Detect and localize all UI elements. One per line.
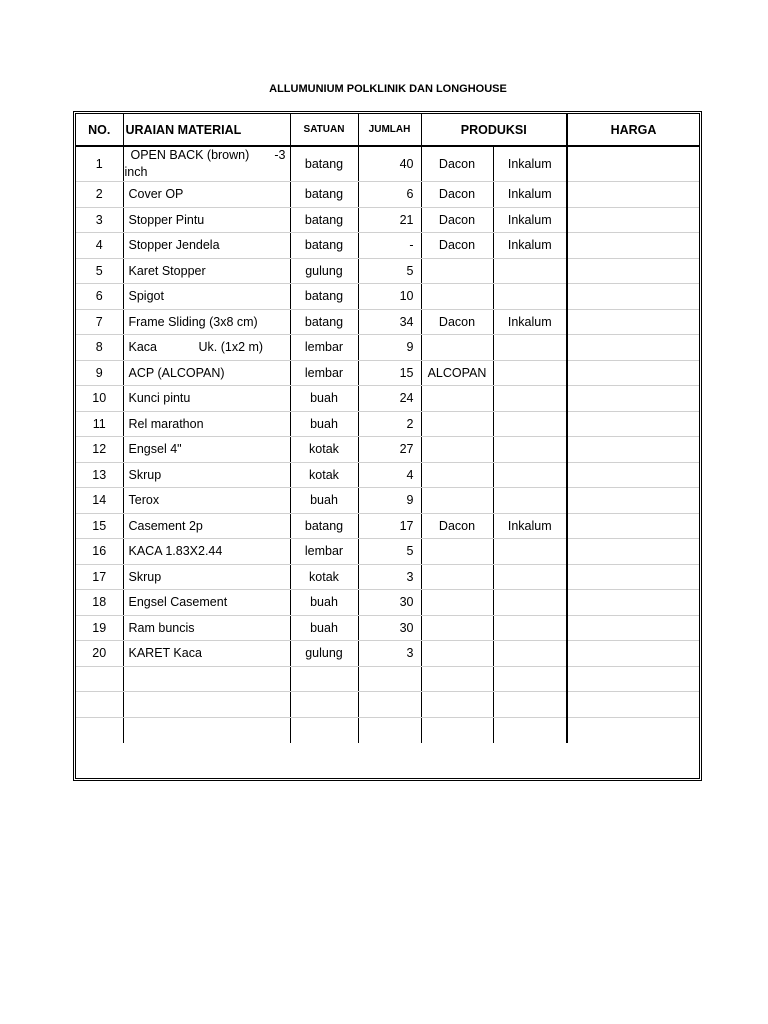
empty-cell — [76, 666, 123, 692]
cell-no: 2 — [76, 182, 123, 208]
empty-cell — [567, 692, 699, 718]
cell-produksi-1: ALCOPAN — [421, 360, 493, 386]
cell-jumlah: 27 — [358, 437, 421, 463]
empty-cell — [123, 717, 290, 743]
cell-jumlah: 6 — [358, 182, 421, 208]
cell-jumlah: 3 — [358, 564, 421, 590]
material-table-frame — [73, 111, 702, 781]
empty-cell — [290, 692, 358, 718]
cell-satuan: lembar — [290, 335, 358, 361]
cell-no: 1 — [76, 146, 123, 182]
cell-produksi-2: Inkalum — [493, 513, 567, 539]
cell-jumlah: 3 — [358, 641, 421, 667]
cell-produksi-1 — [421, 258, 493, 284]
cell-produksi-2: Inkalum — [493, 309, 567, 335]
table-header-row — [76, 114, 699, 146]
cell-material — [123, 182, 290, 208]
cell-no: 16 — [76, 539, 123, 565]
cell-jumlah: 5 — [358, 539, 421, 565]
cell-produksi-1 — [421, 411, 493, 437]
table-row — [76, 207, 699, 233]
cell-produksi-2 — [493, 539, 567, 565]
material-text: Skrup — [128, 467, 162, 482]
header-no: NO. — [76, 114, 123, 146]
cell-satuan: buah — [290, 590, 358, 616]
material-text: Skrup — [128, 569, 162, 584]
material-text: Stopper Jendela — [128, 238, 220, 253]
header-jumlah: JUMLAH — [358, 114, 421, 146]
cell-produksi-2: Inkalum — [493, 146, 567, 182]
cell-material — [123, 309, 290, 335]
cell-harga — [567, 488, 699, 514]
table-row — [76, 233, 699, 259]
cell-produksi-2 — [493, 641, 567, 667]
cell-satuan: buah — [290, 411, 358, 437]
cell-produksi-1 — [421, 615, 493, 641]
cell-produksi-2: Inkalum — [493, 233, 567, 259]
cell-material — [123, 411, 290, 437]
cell-satuan: buah — [290, 386, 358, 412]
cell-satuan: buah — [290, 488, 358, 514]
cell-satuan: batang — [290, 309, 358, 335]
table-row — [76, 146, 699, 182]
cell-material — [123, 513, 290, 539]
cell-no: 8 — [76, 335, 123, 361]
cell-material — [123, 207, 290, 233]
table-row — [76, 488, 699, 514]
cell-material — [123, 488, 290, 514]
empty-cell — [123, 692, 290, 718]
material-text: ACP (ALCOPAN) — [128, 365, 225, 380]
cell-produksi-1 — [421, 641, 493, 667]
cell-produksi-1: Dacon — [421, 513, 493, 539]
empty-row — [76, 666, 699, 692]
cell-jumlah: 15 — [358, 360, 421, 386]
table-row — [76, 258, 699, 284]
cell-harga — [567, 309, 699, 335]
cell-produksi-2 — [493, 437, 567, 463]
cell-satuan: kotak — [290, 437, 358, 463]
table-row — [76, 335, 699, 361]
cell-produksi-1: Dacon — [421, 233, 493, 259]
cell-no: 15 — [76, 513, 123, 539]
cell-no: 4 — [76, 233, 123, 259]
cell-harga — [567, 411, 699, 437]
table-row — [76, 360, 699, 386]
cell-material — [123, 386, 290, 412]
cell-satuan: batang — [290, 207, 358, 233]
cell-harga — [567, 386, 699, 412]
cell-harga — [567, 146, 699, 182]
empty-cell — [290, 717, 358, 743]
material-text: OPEN BACK (brown) — [130, 148, 250, 162]
cell-jumlah: 9 — [358, 335, 421, 361]
empty-cell — [493, 717, 567, 743]
table-row — [76, 513, 699, 539]
cell-harga — [567, 233, 699, 259]
material-text: Rel marathon — [128, 416, 204, 431]
cell-jumlah: - — [358, 233, 421, 259]
cell-satuan: batang — [290, 513, 358, 539]
cell-satuan: gulung — [290, 258, 358, 284]
table-row — [76, 564, 699, 590]
material-text: Terox — [128, 493, 160, 508]
cell-material — [123, 146, 290, 182]
cell-material — [123, 284, 290, 310]
empty-row — [76, 692, 699, 718]
cell-harga — [567, 182, 699, 208]
cell-no: 13 — [76, 462, 123, 488]
cell-no: 18 — [76, 590, 123, 616]
empty-cell — [421, 717, 493, 743]
material-text: Cover OP — [128, 187, 184, 202]
cell-no: 10 — [76, 386, 123, 412]
cell-jumlah: 40 — [358, 146, 421, 182]
cell-satuan: batang — [290, 146, 358, 182]
table-row — [76, 284, 699, 310]
cell-produksi-2 — [493, 488, 567, 514]
cell-produksi-1 — [421, 284, 493, 310]
cell-produksi-1 — [421, 488, 493, 514]
cell-harga — [567, 641, 699, 667]
cell-produksi-2 — [493, 615, 567, 641]
cell-material — [123, 437, 290, 463]
cell-satuan: lembar — [290, 539, 358, 565]
cell-jumlah: 9 — [358, 488, 421, 514]
cell-produksi-1: Dacon — [421, 309, 493, 335]
cell-no: 17 — [76, 564, 123, 590]
empty-row — [76, 717, 699, 743]
cell-satuan: batang — [290, 284, 358, 310]
empty-cell — [358, 717, 421, 743]
empty-cell — [567, 717, 699, 743]
cell-material — [123, 360, 290, 386]
cell-no: 19 — [76, 615, 123, 641]
cell-harga — [567, 207, 699, 233]
cell-no: 3 — [76, 207, 123, 233]
material-text: Stopper Pintu — [128, 212, 205, 227]
cell-produksi-2 — [493, 564, 567, 590]
cell-no: 5 — [76, 258, 123, 284]
cell-produksi-1 — [421, 386, 493, 412]
cell-no: 7 — [76, 309, 123, 335]
cell-jumlah: 10 — [358, 284, 421, 310]
cell-produksi-2 — [493, 284, 567, 310]
cell-produksi-2 — [493, 386, 567, 412]
table-row — [76, 590, 699, 616]
header-harga: HARGA — [567, 114, 699, 146]
cell-produksi-2 — [493, 258, 567, 284]
material-text: Karet Stopper — [128, 263, 206, 278]
table-row — [76, 182, 699, 208]
cell-produksi-1 — [421, 564, 493, 590]
cell-produksi-2 — [493, 411, 567, 437]
cell-satuan: batang — [290, 182, 358, 208]
cell-material — [123, 615, 290, 641]
cell-material — [123, 335, 290, 361]
cell-produksi-1 — [421, 539, 493, 565]
cell-produksi-1 — [421, 437, 493, 463]
empty-cell — [421, 666, 493, 692]
cell-material — [123, 564, 290, 590]
material-suffix: -3 — [274, 148, 286, 162]
cell-material — [123, 539, 290, 565]
cell-no: 11 — [76, 411, 123, 437]
material-text: KARET Kaca — [128, 646, 202, 661]
cell-harga — [567, 462, 699, 488]
cell-produksi-1: Dacon — [421, 207, 493, 233]
header-material: URAIAN MATERIAL — [123, 114, 290, 146]
material-line2: inch — [124, 165, 148, 179]
cell-produksi-2 — [493, 590, 567, 616]
cell-no: 20 — [76, 641, 123, 667]
table-row — [76, 462, 699, 488]
cell-produksi-1: Dacon — [421, 146, 493, 182]
material-text: Kaca — [128, 340, 157, 355]
material-multiline — [124, 147, 290, 181]
cell-harga — [567, 360, 699, 386]
table-row — [76, 641, 699, 667]
empty-cell — [493, 666, 567, 692]
cell-harga — [567, 539, 699, 565]
cell-harga — [567, 615, 699, 641]
cell-material — [123, 258, 290, 284]
cell-harga — [567, 437, 699, 463]
cell-produksi-2 — [493, 462, 567, 488]
material-text: KACA 1.83X2.44 — [128, 544, 223, 559]
cell-produksi-2 — [493, 360, 567, 386]
cell-jumlah: 30 — [358, 615, 421, 641]
cell-produksi-1 — [421, 335, 493, 361]
empty-cell — [290, 666, 358, 692]
empty-cell — [76, 717, 123, 743]
cell-harga — [567, 564, 699, 590]
material-size: Uk. (1x2 m) — [198, 340, 264, 355]
cell-produksi-1 — [421, 462, 493, 488]
cell-satuan: lembar — [290, 360, 358, 386]
material-table — [76, 114, 699, 743]
cell-produksi-2 — [493, 335, 567, 361]
cell-satuan: batang — [290, 233, 358, 259]
empty-cell — [493, 692, 567, 718]
material-text: Engsel 4" — [128, 442, 182, 457]
table-row — [76, 411, 699, 437]
document-title: ALLUMUNIUM POLKLINIK DAN LONGHOUSE — [269, 83, 507, 95]
cell-jumlah: 30 — [358, 590, 421, 616]
cell-jumlah: 4 — [358, 462, 421, 488]
table-row — [76, 539, 699, 565]
cell-no: 12 — [76, 437, 123, 463]
material-text: Engsel Casement — [128, 595, 228, 610]
empty-cell — [76, 692, 123, 718]
cell-satuan: gulung — [290, 641, 358, 667]
cell-jumlah: 24 — [358, 386, 421, 412]
table-row — [76, 437, 699, 463]
table-row — [76, 386, 699, 412]
cell-harga — [567, 335, 699, 361]
header-satuan: SATUAN — [290, 114, 358, 146]
cell-produksi-2: Inkalum — [493, 182, 567, 208]
cell-harga — [567, 513, 699, 539]
table-row — [76, 309, 699, 335]
cell-produksi-1: Dacon — [421, 182, 493, 208]
cell-satuan: kotak — [290, 564, 358, 590]
header-produksi: PRODUKSI — [421, 114, 567, 146]
cell-material — [123, 233, 290, 259]
cell-no: 14 — [76, 488, 123, 514]
material-text: Frame Sliding (3x8 cm) — [128, 314, 258, 329]
empty-cell — [358, 666, 421, 692]
material-text: Kunci pintu — [128, 391, 191, 406]
cell-jumlah: 5 — [358, 258, 421, 284]
cell-no: 6 — [76, 284, 123, 310]
cell-no: 9 — [76, 360, 123, 386]
cell-jumlah: 34 — [358, 309, 421, 335]
cell-satuan: buah — [290, 615, 358, 641]
cell-material — [123, 590, 290, 616]
cell-produksi-1 — [421, 590, 493, 616]
cell-jumlah: 21 — [358, 207, 421, 233]
empty-cell — [358, 692, 421, 718]
table-row — [76, 615, 699, 641]
cell-jumlah: 17 — [358, 513, 421, 539]
empty-cell — [567, 666, 699, 692]
cell-harga — [567, 258, 699, 284]
cell-produksi-2: Inkalum — [493, 207, 567, 233]
empty-cell — [123, 666, 290, 692]
cell-satuan: kotak — [290, 462, 358, 488]
cell-material — [123, 641, 290, 667]
cell-material — [123, 462, 290, 488]
cell-harga — [567, 284, 699, 310]
cell-harga — [567, 590, 699, 616]
cell-jumlah: 2 — [358, 411, 421, 437]
empty-cell — [421, 692, 493, 718]
material-text: Casement 2p — [128, 518, 203, 533]
material-text: Ram buncis — [128, 620, 195, 635]
material-text: Spigot — [128, 289, 164, 304]
